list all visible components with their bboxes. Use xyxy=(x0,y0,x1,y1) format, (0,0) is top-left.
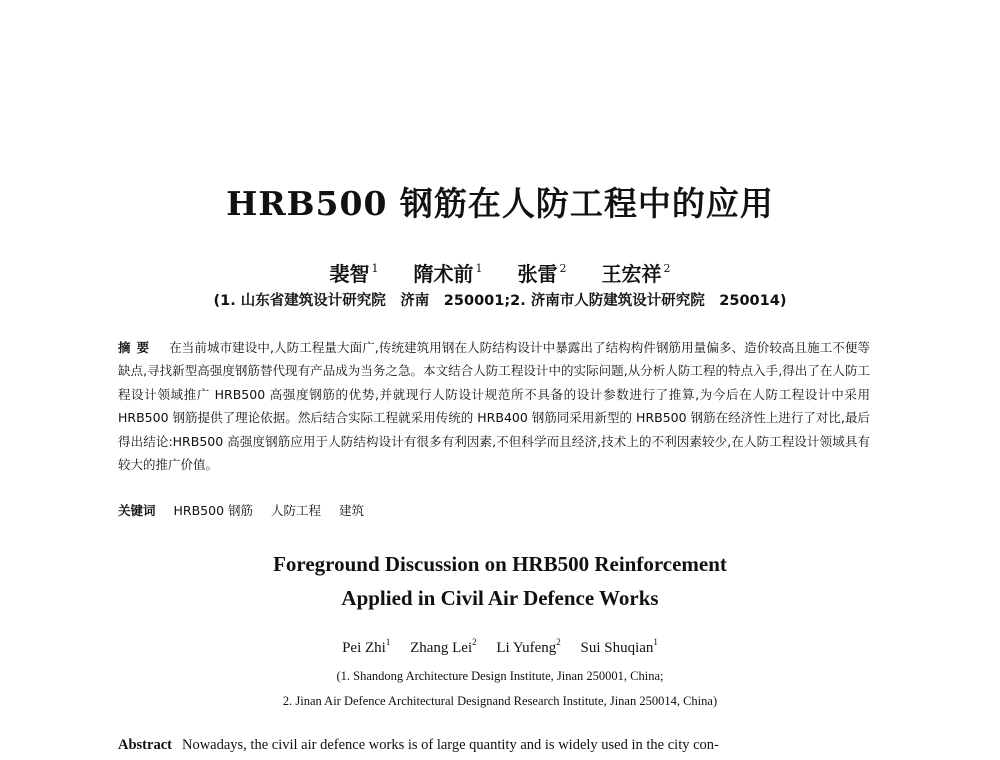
keyword: 建筑 xyxy=(338,503,364,518)
chinese-title: HRB500 钢筋在人防工程中的应用 xyxy=(226,184,774,223)
english-abstract-text: Nowadays, the civil air defence works is of large quantity and is widely used in the city con- xyxy=(181,737,719,753)
chinese-affiliation: (1. 山东省建筑设计研究院 济南 250001;2. 济南市人防建筑设计研究院 250014) xyxy=(213,293,787,309)
english-title-line: Applied in Civil Air Defence Works xyxy=(341,586,659,610)
english-title-line: Foreground Discussion on HRB500 Reinforcement xyxy=(273,552,727,576)
english-affiliation-line: (1. Shandong Architecture Design Institute, Jinan 250001, China; xyxy=(336,669,664,683)
chinese-author: 隋术前 $^1$ xyxy=(413,262,483,286)
english-abstract xyxy=(118,737,878,754)
english-author: Li Yufeng$^2$ xyxy=(496,637,561,656)
chinese-author-list xyxy=(0,258,1000,287)
chinese-abstract-label: 摘要 xyxy=(118,340,156,355)
chinese-abstract-text: 在当前城市建设中,人防工程量大面广,传统建筑用钢在人防结构设计中暴露出了结构构件钢筋用量偏多、造价较高且施工不便等缺点,寻找新型高强度钢筋替代现有产品成为当务之急。本文结合人防工程设计中的实际问题,从分析人防工程的特点入手,得出了在人防工程设计领域推广 HRB500 高强度钢筋的优势,并就现行人防设计规范所不具备的设计参数进行了推算,为今后在人防工程设计中采用 HRB500 钢筋提供了理论依据。然后结合实际工程就采用传统的 HRB400 钢筋同采用新型的 HRB500 钢筋在经济性上进行了对比,最后得出结论:HRB500 高强度钢筋应用于人防结构设计有很多有利因素,不但科学而且经济,技术上的不利因素较少,在人防工程设计领域具有较大的推广价值。 xyxy=(118,340,870,473)
english-affiliation-line: 2. Jinan Air Defence Architectural Designand Research Institute, Jinan 250014, China) xyxy=(282,694,718,708)
chinese-keywords-label: 关键词 xyxy=(118,503,156,518)
english-affiliation xyxy=(0,664,1000,714)
english-author: Pei Zhi$^1$ xyxy=(342,637,391,656)
chinese-abstract xyxy=(118,336,870,476)
keyword: HRB500 钢筋 xyxy=(173,503,253,518)
chinese-author: 王宏祥 $^2$ xyxy=(601,262,671,286)
chinese-keywords xyxy=(118,501,870,519)
english-author: Zhang Lei$^2$ xyxy=(410,637,477,656)
keyword: 人防工程 xyxy=(270,503,321,518)
chinese-author: 裴智 $^1$ xyxy=(329,262,379,286)
english-title xyxy=(0,547,1000,615)
english-author-list xyxy=(0,637,1000,657)
english-abstract-label: Abstract xyxy=(118,737,172,753)
chinese-author: 张雷 $^2$ xyxy=(517,262,567,286)
english-author: Sui Shuqian$^1$ xyxy=(580,637,658,656)
